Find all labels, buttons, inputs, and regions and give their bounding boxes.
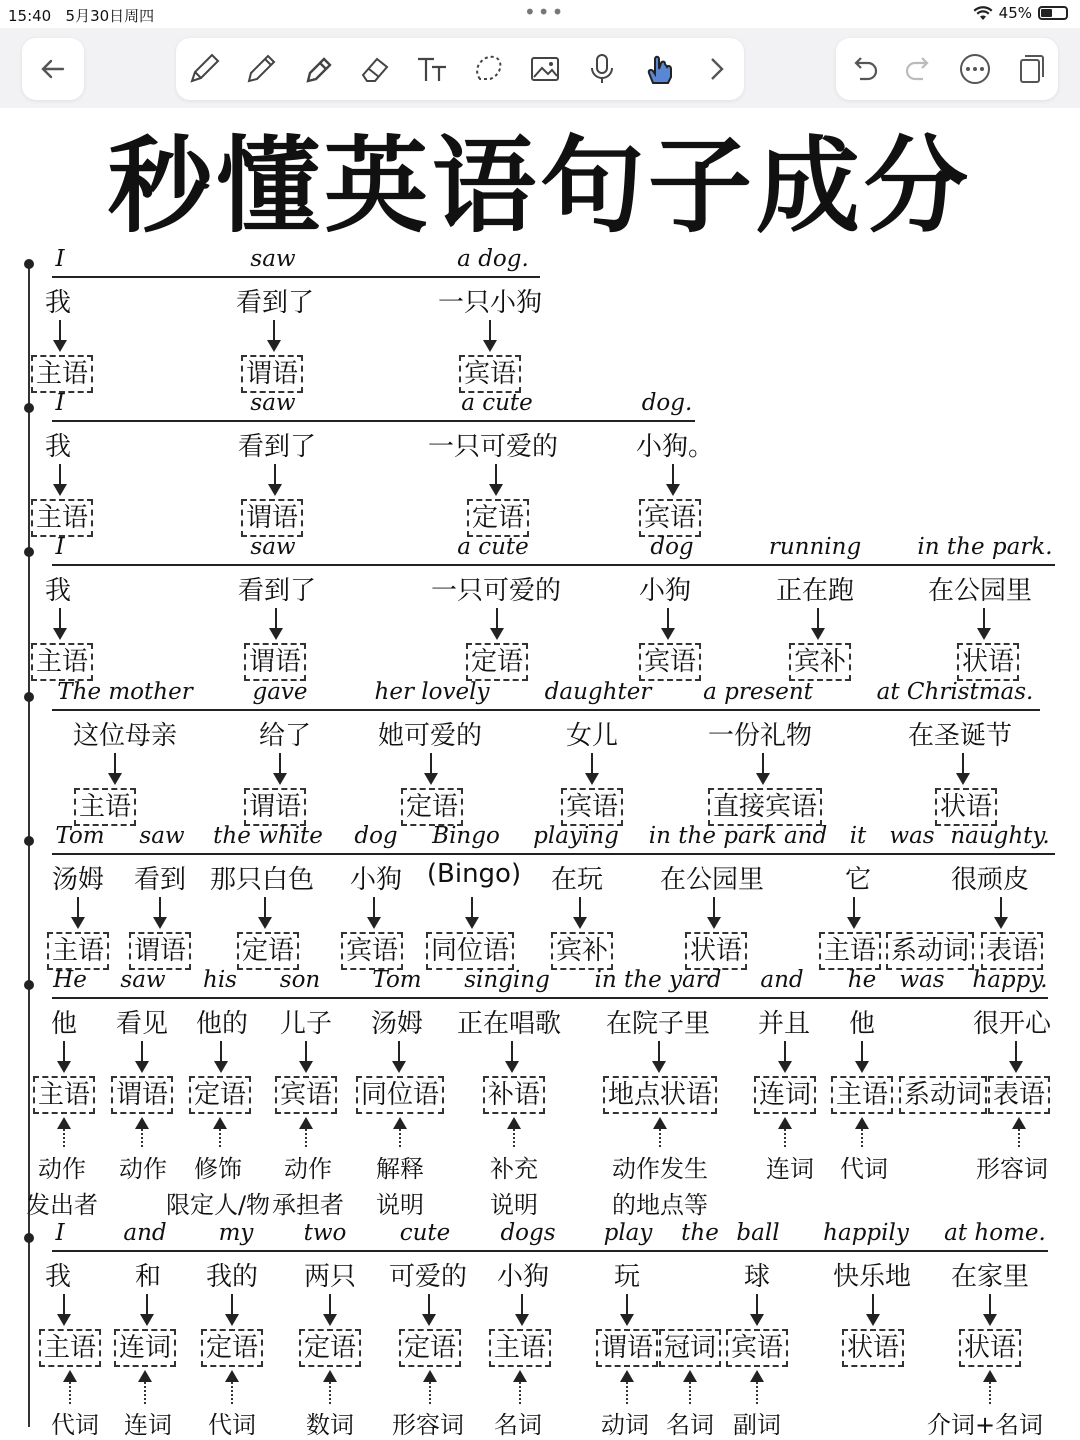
chinese-meaning: (Bingo) (426, 859, 522, 889)
down-arrow (141, 1041, 143, 1071)
marker-button[interactable] (298, 49, 338, 89)
down-arrow (667, 608, 669, 638)
role-tag: 定语 (237, 932, 299, 970)
lasso-button[interactable] (468, 49, 508, 89)
role-tag: 同位语 (426, 932, 514, 970)
down-arrow (430, 753, 432, 783)
word-type-note: 连词 (766, 1155, 814, 1183)
text-tool-button[interactable] (412, 49, 452, 89)
word-type-note: 动作 (38, 1155, 86, 1183)
english-word: it (849, 823, 867, 849)
status-time: 15:40 5月30日周四 (8, 7, 155, 25)
english-word: I (55, 246, 65, 272)
role-tag: 状语 (959, 1329, 1021, 1367)
role-tag: 宾补 (551, 932, 613, 970)
word-type-note: 动作发生 (612, 1155, 708, 1183)
english-word: I (55, 1220, 65, 1246)
english-word: he (847, 967, 877, 993)
english-word: saw (250, 390, 296, 416)
role-tag: 主语 (831, 1076, 893, 1114)
down-arrow (275, 608, 277, 638)
chinese-meaning: 一只可爱的 (427, 432, 559, 462)
down-arrow (817, 608, 819, 638)
sentence-underline (52, 276, 540, 278)
word-type-note: 说明 (490, 1191, 538, 1219)
word-type-note: 发出者 (26, 1191, 98, 1219)
role-tag: 表语 (988, 1076, 1050, 1114)
down-arrow (63, 1041, 65, 1071)
word-type-note: 名词 (666, 1411, 714, 1439)
english-word: play (603, 1220, 653, 1246)
role-tag: 谓语 (111, 1076, 173, 1114)
role-tag: 定语 (189, 1076, 251, 1114)
english-word: the (681, 1220, 719, 1246)
english-word: dog. (641, 390, 693, 416)
down-arrow (220, 1041, 222, 1071)
up-arrow (69, 1374, 71, 1404)
sentence-underline (52, 420, 695, 422)
word-type-note: 解释 (376, 1155, 424, 1183)
word-type-note: 名词 (494, 1411, 542, 1439)
down-arrow (59, 320, 61, 350)
english-word: singing (464, 967, 550, 993)
chinese-meaning: 看到了 (237, 432, 317, 462)
word-type-note: 代词 (208, 1411, 256, 1439)
role-tag: 谓语 (596, 1329, 658, 1367)
up-arrow (626, 1374, 628, 1404)
redo-icon (901, 51, 937, 87)
down-arrow (853, 897, 855, 927)
english-word: his (203, 967, 237, 993)
more-button[interactable] (955, 49, 995, 89)
down-arrow (114, 753, 116, 783)
multitask-dots[interactable]: ••• (524, 0, 566, 24)
arrow-left-icon (39, 55, 67, 83)
up-arrow (784, 1121, 786, 1147)
down-arrow (521, 1294, 523, 1324)
role-tag: 地点状语 (603, 1076, 717, 1114)
english-word: two (303, 1220, 347, 1246)
pen-icon (186, 51, 222, 87)
up-arrow (305, 1121, 307, 1147)
chinese-meaning: 我 (44, 432, 72, 462)
down-arrow (231, 1294, 233, 1324)
down-arrow (496, 608, 498, 638)
sentence-underline (52, 853, 1055, 855)
role-tag: 定语 (299, 1329, 361, 1367)
role-tag: 主语 (31, 499, 93, 537)
english-word: in the yard (594, 967, 722, 993)
up-arrow (1018, 1121, 1020, 1147)
chinese-meaning: 玩 (613, 1262, 641, 1292)
english-word: in the park and (648, 823, 828, 849)
down-arrow (59, 464, 61, 494)
chinese-meaning: 那只白色 (209, 865, 315, 895)
battery-icon (1038, 6, 1068, 20)
down-arrow (713, 897, 715, 927)
english-word: a dog. (457, 246, 529, 272)
word-type-note: 修饰 (194, 1155, 242, 1183)
pencil-icon (243, 51, 279, 87)
role-tag: 冠词 (659, 1329, 721, 1367)
down-arrow (329, 1294, 331, 1324)
status-bar (0, 0, 1080, 28)
chinese-meaning: 看到了 (237, 576, 317, 606)
role-tag: 直接宾语 (708, 788, 822, 826)
chinese-meaning: 小狗 (638, 576, 692, 606)
english-word: dog (650, 534, 694, 560)
more-icon (957, 51, 993, 87)
back-button[interactable] (22, 38, 84, 100)
chinese-meaning: 快乐地 (832, 1262, 912, 1292)
down-arrow (373, 897, 375, 927)
chinese-meaning: 可爱的 (388, 1262, 468, 1292)
up-arrow (329, 1374, 331, 1404)
down-arrow (279, 753, 281, 783)
english-word: Bingo (432, 823, 500, 849)
up-arrow (519, 1374, 521, 1404)
chinese-meaning: 儿子 (279, 1009, 333, 1039)
role-tag: 宾语 (639, 643, 701, 681)
chevron-right-icon (698, 51, 734, 87)
role-tag: 状语 (685, 932, 747, 970)
mic-button[interactable] (582, 49, 622, 89)
eraser-button[interactable] (355, 49, 395, 89)
role-tag: 主语 (819, 932, 881, 970)
chinese-meaning: 给了 (258, 721, 312, 751)
role-tag: 宾语 (341, 932, 403, 970)
chinese-meaning: 他的 (195, 1009, 249, 1039)
sentence-bullet (24, 980, 34, 990)
pages-button[interactable] (1010, 49, 1050, 89)
role-tag: 表语 (981, 932, 1043, 970)
word-type-note: 补充 (490, 1155, 538, 1183)
down-arrow (146, 1294, 148, 1324)
chinese-meaning: 我 (44, 288, 72, 318)
sentence-bullet (24, 547, 34, 557)
pages-icon (1012, 51, 1048, 87)
chinese-meaning: 一只小狗 (437, 288, 543, 318)
chinese-meaning: 在圣诞节 (907, 721, 1013, 751)
role-tag: 宾语 (639, 499, 701, 537)
up-arrow (141, 1121, 143, 1147)
role-tag: 谓语 (129, 932, 191, 970)
down-arrow (398, 1041, 400, 1071)
chinese-meaning: 在家里 (950, 1262, 1030, 1292)
marker-icon (300, 51, 336, 87)
chinese-meaning: 我 (44, 576, 72, 606)
chinese-meaning: 并且 (757, 1009, 811, 1039)
drawing-tools (176, 38, 744, 100)
english-word: and (123, 1220, 167, 1246)
down-arrow (672, 464, 674, 494)
down-arrow (756, 1294, 758, 1324)
up-arrow (231, 1374, 233, 1404)
chevron-right-button[interactable] (696, 49, 736, 89)
english-word: a cute (461, 390, 533, 416)
role-tag: 状语 (957, 643, 1019, 681)
word-type-note: 代词 (840, 1155, 888, 1183)
wifi-icon (973, 6, 993, 21)
role-tag: 定语 (399, 1329, 461, 1367)
role-tag: 宾语 (459, 355, 521, 393)
down-arrow (273, 320, 275, 350)
chinese-meaning: 汤姆 (370, 1009, 424, 1039)
role-tag: 主语 (489, 1329, 551, 1367)
role-tag: 定语 (466, 643, 528, 681)
text-tool-icon (414, 51, 450, 87)
chinese-meaning: 他 (50, 1009, 78, 1039)
role-tag: 定语 (201, 1329, 263, 1367)
chinese-meaning: 球 (743, 1262, 771, 1292)
down-arrow (264, 897, 266, 927)
word-type-note: 副词 (733, 1411, 781, 1439)
eraser-icon (357, 51, 393, 87)
down-arrow (962, 753, 964, 783)
up-arrow (659, 1121, 661, 1147)
down-arrow (428, 1294, 430, 1324)
word-type-note: 连词 (124, 1411, 172, 1439)
english-word: playing (533, 823, 619, 849)
role-tag: 宾语 (561, 788, 623, 826)
chinese-meaning: 一只可爱的 (430, 576, 562, 606)
word-type-note: 的地点等 (612, 1191, 708, 1219)
word-type-note: 形容词 (976, 1155, 1048, 1183)
word-type-note: 动作 (119, 1155, 167, 1183)
up-arrow (429, 1374, 431, 1404)
role-tag: 主语 (74, 788, 136, 826)
chinese-meaning: 在院子里 (605, 1009, 711, 1039)
word-type-note: 代词 (51, 1411, 99, 1439)
english-word: in the park. (917, 534, 1053, 560)
chinese-meaning: 他 (848, 1009, 876, 1039)
english-word: gave (252, 679, 308, 705)
role-tag: 补语 (483, 1076, 545, 1114)
role-tag: 宾语 (726, 1329, 788, 1367)
english-word: saw (139, 823, 185, 849)
english-word: was (899, 967, 945, 993)
english-word: happily (823, 1220, 909, 1246)
english-word: happy. (972, 967, 1048, 993)
english-word: saw (250, 534, 296, 560)
up-arrow (399, 1121, 401, 1147)
english-word: He (53, 967, 87, 993)
role-tag: 同位语 (356, 1076, 444, 1114)
up-arrow (513, 1121, 515, 1147)
english-word: a cute (457, 534, 529, 560)
word-type-note: 动词 (601, 1411, 649, 1439)
down-arrow (1015, 1041, 1017, 1071)
down-arrow (1000, 897, 1002, 927)
undo-icon (846, 51, 882, 87)
down-arrow (77, 897, 79, 927)
role-tag: 宾语 (275, 1076, 337, 1114)
chinese-meaning: 在公园里 (927, 576, 1033, 606)
down-arrow (305, 1041, 307, 1071)
chinese-meaning: 看到 (133, 865, 187, 895)
redo-button[interactable] (899, 49, 939, 89)
sentence-underline (52, 564, 1055, 566)
down-arrow (63, 1294, 65, 1324)
role-tag: 谓语 (241, 355, 303, 393)
english-word: dog (354, 823, 398, 849)
touch-hand-icon (641, 51, 677, 87)
word-type-note: 说明 (376, 1191, 424, 1219)
chinese-meaning: 我 (44, 1262, 72, 1292)
down-arrow (784, 1041, 786, 1071)
chinese-meaning: 女儿 (565, 721, 619, 751)
chinese-meaning: 一份礼物 (707, 721, 813, 751)
pencil-button[interactable] (241, 49, 281, 89)
english-word: saw (120, 967, 166, 993)
role-tag: 主语 (31, 355, 93, 393)
role-tag: 定语 (467, 499, 529, 537)
chinese-meaning: 小狗 (349, 865, 403, 895)
role-tag: 主语 (47, 932, 109, 970)
english-word: daughter (544, 679, 652, 705)
english-word: Tom (372, 967, 422, 993)
role-tag: 状语 (842, 1329, 904, 1367)
chinese-meaning: 很开心 (972, 1009, 1052, 1039)
english-word: Tom (55, 823, 105, 849)
down-arrow (591, 753, 593, 783)
word-type-note: 限定人/物 (165, 1191, 271, 1219)
english-word: I (55, 534, 65, 560)
english-word: cute (399, 1220, 451, 1246)
chinese-meaning: 在公园里 (659, 865, 765, 895)
english-word: naughty. (950, 823, 1050, 849)
down-arrow (989, 1294, 991, 1324)
chinese-meaning: 她可爱的 (377, 721, 483, 751)
role-tag: 主语 (33, 1076, 95, 1114)
role-tag: 谓语 (241, 499, 303, 537)
role-tag: 状语 (935, 788, 997, 826)
chinese-meaning: 它 (844, 865, 872, 895)
word-type-note: 形容词 (392, 1411, 464, 1439)
up-arrow (756, 1374, 758, 1404)
role-tag: 定语 (401, 788, 463, 826)
down-arrow (872, 1294, 874, 1324)
chinese-meaning: 这位母亲 (72, 721, 178, 751)
image-icon (527, 51, 563, 87)
chinese-meaning: 看见 (115, 1009, 169, 1039)
down-arrow (274, 464, 276, 494)
chinese-meaning: 很顽皮 (950, 865, 1030, 895)
role-tag: 系动词 (886, 932, 974, 970)
sentence-underline (52, 997, 1048, 999)
sentence-bullet (24, 692, 34, 702)
word-type-note: 数词 (306, 1411, 354, 1439)
mic-icon (584, 51, 620, 87)
up-arrow (144, 1374, 146, 1404)
role-tag: 谓语 (244, 788, 306, 826)
word-type-note: 介词+名词 (926, 1411, 1044, 1439)
role-tag: 系动词 (899, 1076, 987, 1114)
chinese-meaning: 我的 (205, 1262, 259, 1292)
up-arrow (861, 1121, 863, 1147)
chinese-meaning: 小狗 (496, 1262, 550, 1292)
battery-percent: 45% (998, 4, 1032, 22)
down-arrow (159, 897, 161, 927)
undo-button[interactable] (844, 49, 884, 89)
english-word: my (218, 1220, 254, 1246)
english-word: The mother (57, 679, 193, 705)
chinese-meaning: 小狗。 (635, 432, 715, 462)
sentence-underline (52, 1250, 1048, 1252)
chinese-meaning: 在玩 (550, 865, 604, 895)
image-button[interactable] (525, 49, 565, 89)
down-arrow (59, 608, 61, 638)
role-tag: 主语 (31, 643, 93, 681)
word-type-note: 承担者 (272, 1191, 344, 1219)
chinese-meaning: 和 (134, 1262, 162, 1292)
down-arrow (861, 1041, 863, 1071)
document-actions (836, 38, 1058, 100)
down-arrow (579, 897, 581, 927)
english-word: her lovely (374, 679, 490, 705)
english-word: at home. (944, 1220, 1046, 1246)
english-word: son (279, 967, 321, 993)
english-word: ball (736, 1220, 780, 1246)
english-word: and (760, 967, 804, 993)
up-arrow (689, 1374, 691, 1404)
lasso-icon (470, 51, 506, 87)
page-title: 秒懂英语句子成分 (107, 125, 972, 247)
english-word: a present (703, 679, 813, 705)
down-arrow (983, 608, 985, 638)
chinese-meaning: 两只 (303, 1262, 357, 1292)
sentence-underline (52, 709, 1040, 711)
sentence-bullet (24, 836, 34, 846)
english-word: was (889, 823, 935, 849)
pen-button[interactable] (184, 49, 224, 89)
down-arrow (495, 464, 497, 494)
up-arrow (219, 1121, 221, 1147)
sentence-bullet (24, 1233, 34, 1243)
sentence-bullet (24, 403, 34, 413)
status-right (973, 4, 1068, 22)
english-word: saw (250, 246, 296, 272)
role-tag: 主语 (39, 1329, 101, 1367)
english-word: running (768, 534, 862, 560)
role-tag: 宾补 (789, 643, 851, 681)
chinese-meaning: 看到了 (235, 288, 315, 318)
english-word: at Christmas. (876, 679, 1034, 705)
down-arrow (471, 897, 473, 927)
up-arrow (63, 1121, 65, 1147)
role-tag: 连词 (114, 1329, 176, 1367)
up-arrow (989, 1374, 991, 1404)
word-type-note: 动作 (284, 1155, 332, 1183)
down-arrow (489, 320, 491, 350)
chinese-meaning: 正在跑 (775, 576, 855, 606)
english-word: dogs (500, 1220, 556, 1246)
english-word: I (55, 390, 65, 416)
role-tag: 谓语 (244, 643, 306, 681)
sentence-bullet (24, 259, 34, 269)
down-arrow (626, 1294, 628, 1324)
down-arrow (658, 1041, 660, 1071)
down-arrow (511, 1041, 513, 1071)
touch-hand-button[interactable] (639, 49, 679, 89)
role-tag: 连词 (754, 1076, 816, 1114)
english-word: the white (213, 823, 323, 849)
chinese-meaning: 正在唱歌 (456, 1009, 562, 1039)
chinese-meaning: 汤姆 (51, 865, 105, 895)
down-arrow (762, 753, 764, 783)
